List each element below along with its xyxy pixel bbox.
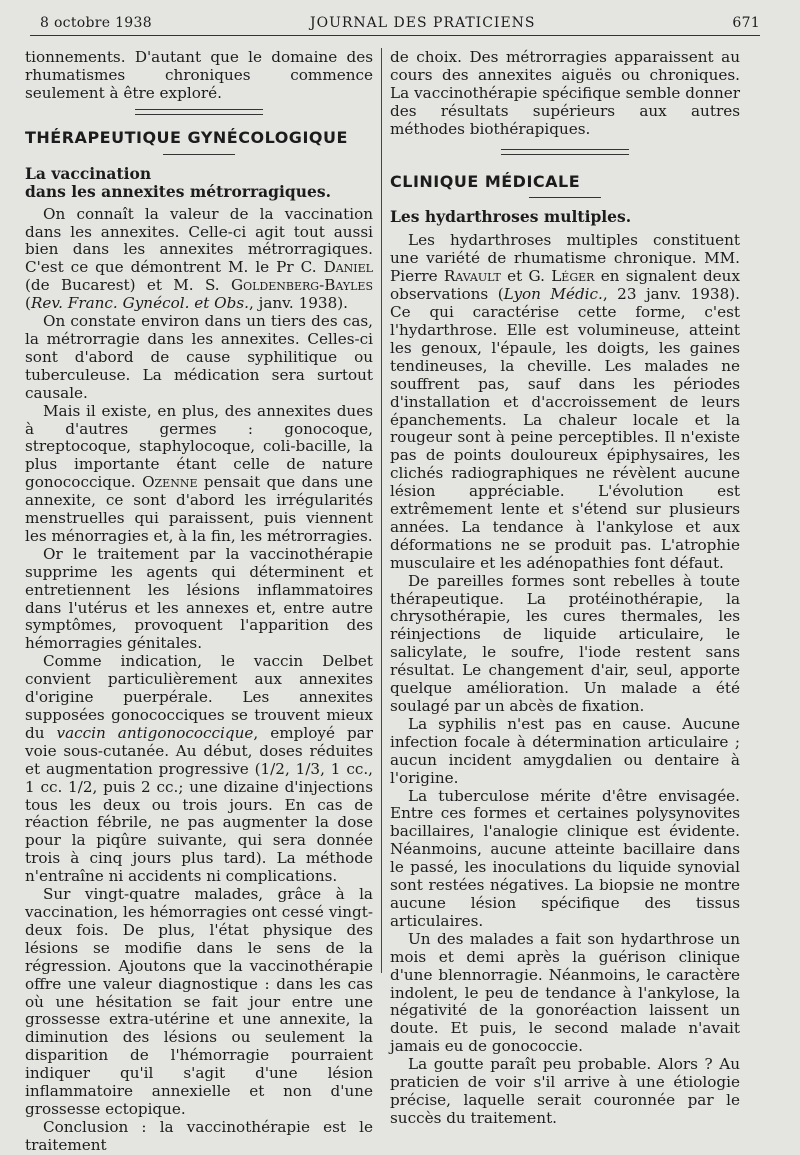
article-paragraph: Mais il existe, en plus, des annexites dues à d'autres germes : gonocoque, streptocoque, staphylocoque, coli-bacille, la plus importante étant celle de nature gonococcique. Ozenne pensait que dans une annexite, ce sont d'abord les irrégularités menstruelles qui paraissent, puis viennent les ménorragies et, à la fin, les métrorragies. bbox=[25, 401, 373, 545]
page-number: 671 bbox=[732, 15, 760, 31]
section-title: THÉRAPEUTIQUE GYNÉCOLOGIQUE bbox=[25, 127, 348, 147]
double-rule-divider bbox=[135, 109, 263, 115]
article-paragraph: Comme indication, le vaccin Delbet convient particulièrement aux annexites d'origine puerpérale. Les annexites supposées gonococciques se trouvent mieux du vaccin antigonococcique, employé par voie sous-cutanée. Au début, doses réduites et augmentation progressive (1/2, 1/3, 1 cc., 1 cc. 1/2, puis 2 cc.; une dizaine d'injections tous les deux ou trois jours. En cas de réaction fébrile, ne pas augmenter la dose pour la piqûre suivante, qui sera donnée trois à cinq jours plus tard). La méthode n'entraîne ni accidents ni complications. bbox=[25, 652, 373, 886]
left-column bbox=[25, 49, 373, 1155]
article-subtitle-line2: dans les annexites métrorragiques. bbox=[25, 181, 331, 201]
article-paragraph: On connaît la valeur de la vaccination dans les annexites. Celle-ci agit tout aussi bien dans les annexites métrorragiques. C'est ce que démontrent M. le Pr C. Daniel (de Bucarest) et M. S. Goldenberg-Bayles (Rev. Franc. Gynécol. et Obs., janv. 1938). bbox=[25, 204, 373, 313]
article-paragraph: La syphilis n'est pas en cause. Aucune infection focale à détermination articulaire ; aucun incident amygdalien ou dentaire à l'origine. bbox=[390, 714, 740, 787]
author-name: Daniel bbox=[323, 258, 373, 277]
article-paragraph: Sur vingt-quatre malades, grâce à la vaccination, les hémorragies ont cessé vingt-deux fois. De plus, l'état physique des lésions se modifie dans le sens de la régression. Ajoutons que la vaccinothérapie offre une valeur diagnostique : dans les cas où une hésitation se fait jour entre une grossesse extra-utérine et une annexite, la diminution des lésions ou seulement la disparition de l'hémorragie pourraient indiquer qu'il s'agit d'une lésion inflammatoire annexielle et non d'une grossesse ectopique. bbox=[25, 885, 373, 1118]
journal-reference: Rev. Franc. Gynécol. et Obs. bbox=[30, 294, 249, 313]
issue-date: 8 octobre 1938 bbox=[40, 15, 152, 31]
author-name: Ravault bbox=[443, 267, 501, 286]
vaccine-name: vaccin antigonococcique bbox=[56, 723, 254, 742]
journal-title: JOURNAL DES PRATICIENS bbox=[310, 15, 536, 31]
article-paragraph: Un des malades a fait son hydarthrose un mois et demi après la guérison clinique d'une blennorragie. Néanmoins, le caractère indolent, le peu de tendance à l'ankylose, la négativité de la gonoréaction laissent un doute. Et puis, le second malade n'avait jamais eu de gonococcie. bbox=[390, 929, 740, 1056]
title-underline bbox=[529, 197, 601, 198]
article-paragraph: De pareilles formes sont rebelles à toute thérapeutique. La protéinothérapie, la chrysothérapie, les cures thermales, les réinjections de liquide articulaire, le salicylate, le soufre, l'iode restent sans résultat. Le changement d'air, seul, apporte quelque amélioration. Un malade a été soulagé par un abcès de fixation. bbox=[390, 571, 740, 715]
running-header bbox=[30, 13, 760, 35]
article-subtitle-line1: La vaccination bbox=[25, 163, 152, 183]
article-paragraph: On constate environ dans un tiers des cas, la métrorragie dans les annexites. Celles-ci sont d'abord de cause syphilitique ou tuberculeuse. La médication sera surtout causale. bbox=[25, 312, 373, 402]
continued-paragraph: tionnements. D'autant que le domaine des rhumatismes chroniques commence seulement à être exploré. bbox=[25, 48, 373, 102]
title-underline bbox=[163, 154, 235, 155]
article-paragraph: Conclusion : la vaccinothérapie est le traitement bbox=[25, 1117, 373, 1154]
section-title: CLINIQUE MÉDICALE bbox=[390, 171, 581, 191]
author-name: Goldenberg-Bayles bbox=[230, 276, 373, 295]
author-name: Léger bbox=[551, 267, 595, 286]
right-column bbox=[390, 49, 740, 1128]
column-rule bbox=[381, 48, 382, 973]
header-rule bbox=[30, 35, 760, 36]
article-paragraph: Les hydarthroses multiples constituent une variété de rhumatisme chronique. MM. Pierre Ravault et G. Léger en signalent deux observations (Lyon Médic., 23 janv. 1938). Ce qui caractérise cette forme, c'est l'hydarthrose. Elle est volumineuse, atteint les genoux, l'épaule, les doigts, les gaines tendineuses, la cheville. Les malades ne souffrent pas, sauf dans les périodes d'installation et d'accroissement de leurs épanchements. La chaleur locale et la rougeur sont à peine perceptibles. Il n'existe pas de points douloureux épiphysaires, les clichés radiographiques ne révèlent aucune lésion appréciable. L'évolution est extrêmement lente et s'étend sur plusieurs années. La tendance à l'ankylose et aux déformations ne se produit pas. L'atrophie musculaire et les adénopathies font défaut. bbox=[390, 231, 741, 572]
double-rule-divider bbox=[501, 149, 629, 155]
article-paragraph: Or le traitement par la vaccinothérapie supprime les agents qui déterminent et entretiennent les lésions inflammatoires dans l'utérus et les annexes et, entre autre symptômes, provoquent l'apparition des hémorragies génitales. bbox=[25, 544, 373, 653]
article-paragraph: La goutte paraît peu probable. Alors ? Au praticien de voir s'il arrive à une étiologie précise, laquelle serait couronnée par le succès du traitement. bbox=[390, 1055, 740, 1127]
article-paragraph: La tuberculose mérite d'être envisagée. Entre ces formes et certaines polysynovites bacillaires, l'analogie clinique est évidente. Néanmoins, aucune atteinte bacillaire dans le passé, les inoculations du liquide synovial sont restées négatives. La biopsie ne montre aucune lésion spécifique des tissus articulaires. bbox=[390, 786, 740, 930]
article-subtitle: Les hydarthroses multiples. bbox=[390, 207, 632, 227]
author-name: Ozenne bbox=[142, 473, 198, 492]
journal-reference: Lyon Médic. bbox=[503, 285, 603, 304]
continued-paragraph: de choix. Des métrorragies apparaissent au cours des annexites aiguës ou chroniques. La vaccinothérapie spécifique semble donner des résultats supérieurs aux autres méthodes biothérapiques. bbox=[390, 48, 740, 138]
